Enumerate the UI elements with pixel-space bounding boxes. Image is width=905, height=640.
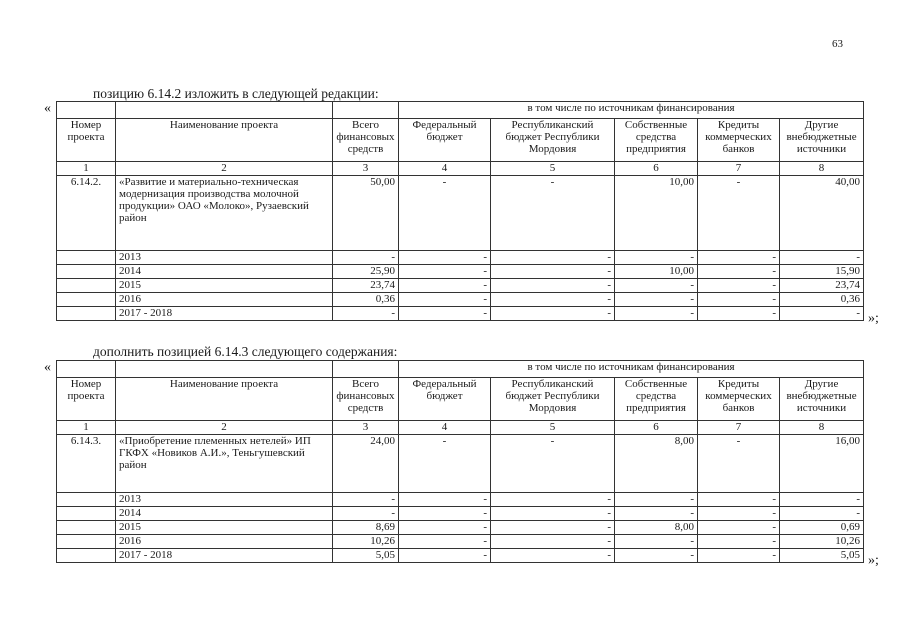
year-value: - xyxy=(333,307,399,321)
year-value: - xyxy=(780,251,864,265)
col-number: 5 xyxy=(491,162,615,176)
year-value: - xyxy=(399,293,491,307)
year-label: 2017 - 2018 xyxy=(116,307,333,321)
col-header: Номер проекта xyxy=(57,119,116,162)
year-value: - xyxy=(698,535,780,549)
col-header: Всего финансовых средств xyxy=(333,119,399,162)
col-header: Номер проекта xyxy=(57,378,116,421)
year-row xyxy=(57,535,864,549)
year-value: - xyxy=(399,251,491,265)
year-value: - xyxy=(491,251,615,265)
year-value: 5,05 xyxy=(333,549,399,563)
year-value: - xyxy=(491,307,615,321)
year-row xyxy=(57,307,864,321)
blank-cell xyxy=(57,251,116,265)
blank-cell xyxy=(57,279,116,293)
year-label: 2015 xyxy=(116,521,333,535)
col-number: 7 xyxy=(698,162,780,176)
financing-table xyxy=(56,360,864,563)
year-value: 0,69 xyxy=(780,521,864,535)
project-value: - xyxy=(698,435,780,493)
year-label: 2016 xyxy=(116,535,333,549)
year-value: - xyxy=(399,549,491,563)
year-value: 23,74 xyxy=(333,279,399,293)
col-header: Другие внебюджетные источники xyxy=(780,119,864,162)
col-number: 1 xyxy=(57,421,116,435)
year-row xyxy=(57,293,864,307)
year-row xyxy=(57,251,864,265)
col-header: Собственные средства предприятия xyxy=(615,378,698,421)
project-value: - xyxy=(491,176,615,251)
blank-cell xyxy=(116,361,333,378)
group-header: в том числе по источникам финансирования xyxy=(399,361,864,378)
year-value: 0,36 xyxy=(333,293,399,307)
year-value: - xyxy=(698,279,780,293)
year-value: - xyxy=(491,507,615,521)
project-value: - xyxy=(698,176,780,251)
year-value: - xyxy=(399,493,491,507)
col-number: 4 xyxy=(399,421,491,435)
year-value: - xyxy=(333,507,399,521)
year-value: - xyxy=(333,493,399,507)
year-value: - xyxy=(615,251,698,265)
year-value: - xyxy=(698,265,780,279)
col-number: 2 xyxy=(116,421,333,435)
year-value: - xyxy=(491,493,615,507)
open-quote: « xyxy=(44,360,51,375)
year-value: - xyxy=(698,251,780,265)
project-value: 10,00 xyxy=(615,176,698,251)
col-header: Всего финансовых средств xyxy=(333,378,399,421)
year-value: - xyxy=(615,307,698,321)
col-number: 1 xyxy=(57,162,116,176)
project-total: 24,00 xyxy=(333,435,399,493)
group-header: в том числе по источникам финансирования xyxy=(399,102,864,119)
project-value: 8,00 xyxy=(615,435,698,493)
close-quote: »; xyxy=(868,553,879,568)
blank-cell xyxy=(57,265,116,279)
year-value: - xyxy=(698,507,780,521)
year-value: 8,00 xyxy=(615,521,698,535)
year-value: - xyxy=(780,493,864,507)
year-value: - xyxy=(615,535,698,549)
col-number: 8 xyxy=(780,162,864,176)
year-value: 10,00 xyxy=(615,265,698,279)
year-value: 5,05 xyxy=(780,549,864,563)
col-number: 7 xyxy=(698,421,780,435)
blank-cell xyxy=(57,293,116,307)
year-row xyxy=(57,507,864,521)
year-value: - xyxy=(615,493,698,507)
year-row xyxy=(57,521,864,535)
close-quote: »; xyxy=(868,311,879,326)
project-value: 40,00 xyxy=(780,176,864,251)
col-number: 3 xyxy=(333,162,399,176)
year-value: - xyxy=(399,307,491,321)
year-row xyxy=(57,265,864,279)
blank-cell xyxy=(333,361,399,378)
year-label: 2016 xyxy=(116,293,333,307)
year-value: - xyxy=(491,265,615,279)
project-total: 50,00 xyxy=(333,176,399,251)
year-label: 2013 xyxy=(116,251,333,265)
project-number: 6.14.2. xyxy=(57,176,116,251)
year-value: - xyxy=(399,265,491,279)
year-value: - xyxy=(615,549,698,563)
year-value: 15,90 xyxy=(780,265,864,279)
project-name: «Развитие и материально-техническая модернизация производства молочной продукции» ОАО «Молоко», Рузаевский район xyxy=(116,176,333,251)
year-value: - xyxy=(399,535,491,549)
open-quote: « xyxy=(44,101,51,116)
col-header: Республиканский бюджет Республики Мордовия xyxy=(491,378,615,421)
year-value: 8,69 xyxy=(333,521,399,535)
col-header: Наименование проекта xyxy=(116,378,333,421)
col-number: 8 xyxy=(780,421,864,435)
col-header: Собственные средства предприятия xyxy=(615,119,698,162)
blank-cell xyxy=(57,361,116,378)
blank-cell xyxy=(57,307,116,321)
year-value: - xyxy=(491,293,615,307)
blank-cell xyxy=(57,493,116,507)
col-header: Другие внебюджетные источники xyxy=(780,378,864,421)
year-label: 2014 xyxy=(116,507,333,521)
year-value: - xyxy=(491,279,615,293)
year-row xyxy=(57,549,864,563)
col-header: Кредиты коммерческих банков xyxy=(698,378,780,421)
col-number: 3 xyxy=(333,421,399,435)
year-label: 2017 - 2018 xyxy=(116,549,333,563)
year-row xyxy=(57,493,864,507)
blank-cell xyxy=(57,507,116,521)
project-value: - xyxy=(399,176,491,251)
blank-cell xyxy=(57,521,116,535)
project-name: «Приобретение племенных нетелей» ИП ГКФХ «Новиков А.И.», Теньгушевский район xyxy=(116,435,333,493)
financing-table xyxy=(56,101,864,321)
year-value: 10,26 xyxy=(780,535,864,549)
year-value: - xyxy=(399,507,491,521)
year-row xyxy=(57,279,864,293)
col-header: Федеральный бюджет xyxy=(399,378,491,421)
year-value: - xyxy=(698,293,780,307)
year-value: - xyxy=(491,521,615,535)
year-value: - xyxy=(698,549,780,563)
year-value: 25,90 xyxy=(333,265,399,279)
col-number: 2 xyxy=(116,162,333,176)
col-header: Кредиты коммерческих банков xyxy=(698,119,780,162)
year-value: 10,26 xyxy=(333,535,399,549)
year-label: 2014 xyxy=(116,265,333,279)
blank-cell xyxy=(333,102,399,119)
year-value: - xyxy=(399,279,491,293)
year-value: - xyxy=(698,307,780,321)
section-intro: дополнить позицией 6.14.3 следующего содержания: xyxy=(93,344,398,359)
year-label: 2015 xyxy=(116,279,333,293)
col-header: Наименование проекта xyxy=(116,119,333,162)
year-value: - xyxy=(491,535,615,549)
year-value: 23,74 xyxy=(780,279,864,293)
blank-cell xyxy=(57,535,116,549)
project-value: 16,00 xyxy=(780,435,864,493)
year-value: - xyxy=(780,507,864,521)
year-value: 0,36 xyxy=(780,293,864,307)
blank-cell xyxy=(116,102,333,119)
col-header: Республиканский бюджет Республики Мордовия xyxy=(491,119,615,162)
year-value: - xyxy=(491,549,615,563)
year-value: - xyxy=(780,307,864,321)
year-value: - xyxy=(615,279,698,293)
page-number: 63 xyxy=(832,38,843,50)
year-value: - xyxy=(399,521,491,535)
year-value: - xyxy=(333,251,399,265)
col-number: 5 xyxy=(491,421,615,435)
col-header: Федеральный бюджет xyxy=(399,119,491,162)
section-intro: позицию 6.14.2 изложить в следующей редакции: xyxy=(93,86,379,101)
project-value: - xyxy=(491,435,615,493)
year-label: 2013 xyxy=(116,493,333,507)
blank-cell xyxy=(57,102,116,119)
year-value: - xyxy=(615,507,698,521)
year-value: - xyxy=(698,521,780,535)
col-number: 4 xyxy=(399,162,491,176)
blank-cell xyxy=(57,549,116,563)
year-value: - xyxy=(698,493,780,507)
col-number: 6 xyxy=(615,421,698,435)
project-value: - xyxy=(399,435,491,493)
project-number: 6.14.3. xyxy=(57,435,116,493)
year-value: - xyxy=(615,293,698,307)
col-number: 6 xyxy=(615,162,698,176)
